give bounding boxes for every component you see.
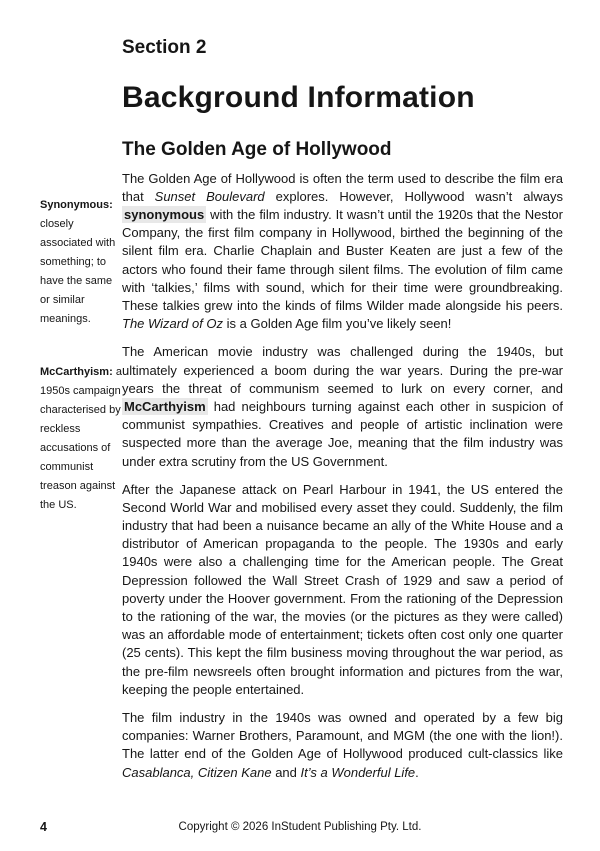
paragraph-studios: The film industry in the 1940s was owned and operated by a few big companies: Warner Brothers, Paramount, and MGM (the one with the lion!). The latter end of the Golden Age of Hollywood produced cult-classics like Casablanca, Citizen Kane and It’s a Wonderful Life. [122, 709, 563, 780]
margin-note-mccarthyism [40, 363, 122, 515]
subsection-title: The Golden Age of Hollywood [122, 138, 392, 160]
page-number: 4 [40, 820, 47, 834]
copyright-text: Copyright © 2026 InStudent Publishing Pty. Ltd. [178, 821, 422, 833]
main-content [122, 0, 563, 792]
margin-note-definition: a 1950s campaign characterised by reckless accusations of communist treason against the US. [40, 366, 122, 512]
paragraph-golden-age: The Golden Age of Hollywood is often the term used to describe the film era that Sunset Boulevard explores. However, Hollywood wasn’t always synonymous with the film industry. It wasn’t until the 1920s that the Nestor Company, the first film company in Hollywood, birthed the beginning of the silent film era. Charlie Chaplain and Buster Keaten are just a few of the actors who found their fame through silent films. The evolution of film came with ‘talkies,’ films with sound, which for their time were groundbreaking. These talkies grew into the kinds of films Wilder made alongside his peers. The Wizard of Oz is a Golden Age film you’ve likely seen! [122, 170, 563, 332]
page-title: Background Information [122, 80, 475, 114]
margin-note-synonymous [40, 196, 122, 329]
margin-note-term: Synonymous: [40, 199, 113, 211]
section-label: Section 2 [122, 37, 207, 58]
page-footer [0, 820, 600, 840]
paragraph-mccarthyism: The American movie industry was challenged during the 1940s, but ultimately experienced a boom during the war years. During the pre-war years the threat of communism seemed to lurk on every corner, and McCarthyism had neighbours turning against each other in suspicion of communist sympathies. Creatives and people of artistic inclination were suspected more than the average Joe, meaning that the film industry was under extra scrutiny from the US Government. [122, 344, 563, 469]
paragraph-world-war: After the Japanese attack on Pearl Harbour in 1941, the US entered the Second World War and mobilised every asset they could. Suddenly, the film industry that had been a nuisance became an ally of the White House and a distributor of American propaganda to the people. The 1930s and early 1940s were also a challenging time for the American people. The Great Depression followed the Wall Street Crash of 1929 and saw a period of poverty under the Hoover government. From the rationing of the Depression to the rationing of the war, the movies (or the pictures as they were called) was an affordable mode of entertainment; tickets often cost only one quarter (25 cents). This kept the film business moving throughout the war period, as the pre-film newsreels often brought information and pictures from the war, keeping the people entertained. [122, 481, 563, 697]
margin-note-term: McCarthyism: [40, 366, 113, 378]
margin-note-definition: closely associated with something; to have the same or similar meanings. [40, 218, 116, 326]
